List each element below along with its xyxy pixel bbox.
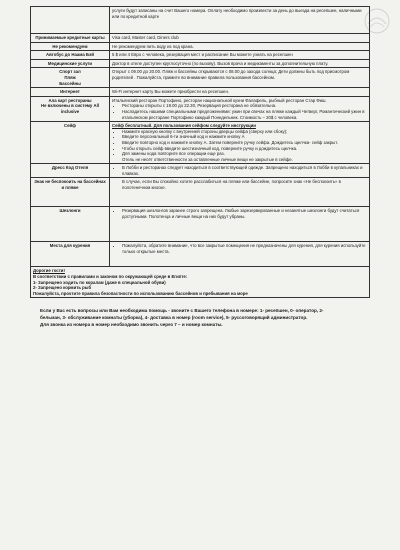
row-text: Открыт с 09.00 до 20.00. Пляж и бассейны открываются с 08.00 до захода солнца; Дети должны быть под присмотром родителей . Пожалуйста, примите во внимание правила пользования бассейном. bbox=[110, 68, 370, 88]
table-row bbox=[31, 34, 370, 43]
table-row bbox=[31, 88, 370, 97]
table-row bbox=[31, 178, 370, 207]
table-row bbox=[31, 51, 370, 60]
payment-note: услуги будут записаны на счет Вашего номера. Оплату необходимо произвести за день до выезда на ресепшен, наличными или по кредитной карте bbox=[110, 7, 370, 34]
list-item: • Введите повторно код и нажмите кнопку А. Затем поверните ручку сейфа. Дождитесь щелчка- сейф закрыт. bbox=[122, 140, 367, 146]
row-label: Не рекомендуем bbox=[31, 42, 110, 51]
safe-instructions bbox=[112, 129, 367, 157]
table-row bbox=[31, 59, 370, 68]
dress-code-list bbox=[112, 165, 367, 176]
row-label: Интернет bbox=[31, 88, 110, 97]
row-text: Доктор в отеле доступен круглосуточно (по вызову). Вызов врача и медикаменты за дополнительную плату. bbox=[110, 59, 370, 68]
row-label: Автобус до Наама Бэй bbox=[31, 51, 110, 60]
list-item: • Рестораны открыты с 19.00 до 22.30, Резервация ресторана не обязательна. bbox=[122, 103, 367, 109]
row-label: Места для курения bbox=[31, 242, 110, 267]
row-label: Шезлонги bbox=[31, 207, 110, 242]
list-item: • В Лобби и ресторанах следует находиться в соответствующей одежде. Запрещено находиться в Лобби в купальниках и плавках. bbox=[122, 165, 367, 176]
footer-item: 1- Запрещено ходить по коралам (даже в специальной обуви) bbox=[33, 279, 166, 285]
footer-intro: В соответствии с правилами и законом по окружающей среде в Египте: bbox=[33, 274, 188, 280]
row-label: Медицинские услуги bbox=[31, 59, 110, 68]
phone-codes: Если у Вас есть вопросы или Вам необходима помощь - звоните с Вашего телефона в номере: 1- ресепшен, 0- оператор, 2- бельман, 3- обслуживание комнаты (уборка), 4- доставка в номер (room service), 5- руссоговорящий администратор. bbox=[40, 308, 324, 321]
table-row bbox=[31, 7, 370, 34]
safe-note: Отель не несёт ответственности за оставленные личные вещи не закрытые в сейфе. bbox=[122, 156, 293, 162]
table-row bbox=[31, 164, 370, 178]
row-label: Ала карт рестораны Не включены в систему All inclusive bbox=[31, 96, 110, 121]
table-row bbox=[31, 96, 370, 121]
sunbeds-list bbox=[112, 208, 367, 219]
list-item: • Пожалуйста, обратите внимание, что все закрытые помещения не предназначены для курения, для курения используйте только открытые места. bbox=[122, 243, 367, 254]
restaurants-intro: Итальянский ресторан Портофино, ресторан национальной кухни Фалафель, рыбный ресторан Стар Фиш. bbox=[112, 97, 327, 103]
phone-instructions bbox=[40, 308, 340, 328]
safe-cell bbox=[110, 122, 370, 164]
restaurants-list bbox=[112, 103, 367, 120]
row-label: Сейф bbox=[31, 122, 110, 164]
empty-label-cell bbox=[31, 7, 110, 34]
row-text: 5 $ или 4 Евро с человека, резервация мест и расписание Вы можете узнать на ресепшен bbox=[110, 51, 370, 60]
row-label: Дресс Код Отеля bbox=[31, 164, 110, 178]
table-row bbox=[31, 267, 370, 298]
row-text: Не рекомендуем пить воду из под крана. bbox=[110, 42, 370, 51]
safe-title: Сейф бесплатный. Для пользования сейфом следуйте инструкции bbox=[112, 123, 256, 129]
row-text: Wi-Fi интернет карту Вы можете приобрести на ресепшен. bbox=[110, 88, 370, 97]
footer-heading: Дорогие гости! bbox=[33, 268, 65, 274]
table-row bbox=[31, 122, 370, 164]
restaurants-cell bbox=[110, 96, 370, 121]
row-label: Знак не беспокоить на бассейнах и пляже bbox=[31, 178, 110, 207]
rules-footer bbox=[31, 267, 370, 298]
list-item: • Чтобы открыть сейф введите шестизначный код, поверните ручку и дождитесь щелчка. bbox=[122, 146, 367, 152]
list-item: • Нажмите красную кнопку с внутренней стороны дверцы сейфа (сверху или сбоку); bbox=[122, 129, 367, 135]
smoking-cell bbox=[110, 242, 370, 267]
room-to-room: Для звонка из номера в номер необходимо звонить через 7 – и номер комнаты. bbox=[40, 321, 223, 327]
list-item: • Для замены кода повторите все операции еще раз. bbox=[122, 151, 367, 157]
table-row bbox=[31, 68, 370, 88]
row-text: В случае, если Вы спокойно хотите расслабиться на пляже или бассейне, попросите знак «Не беспокоить» в полотенечном киоске. bbox=[110, 178, 370, 207]
smoking-list bbox=[112, 243, 367, 254]
table-row bbox=[31, 207, 370, 242]
list-item: • Резервация шезлонгов заранее строго запрещена. Любые зарезервированные и незанятые шезлонги будут считаться доступными. Полотенца и личные вещи на них будут убраны. bbox=[122, 208, 367, 219]
row-text: Visa card, Master card, Diners club bbox=[110, 34, 370, 43]
hotel-info-table bbox=[30, 6, 370, 298]
table-row bbox=[31, 42, 370, 51]
sunbeds-cell bbox=[110, 207, 370, 242]
list-item: • Насладитесь нашими специальными предложениями: ужин при свечах на пляже каждый Четверг, Романтический ужин в итальянском ресторане Портофино каждый Понедельник. Стоимость – 20$ с человека. bbox=[122, 109, 367, 120]
hotel-info-sheet bbox=[30, 6, 370, 328]
list-item: • Введите персональный 6-ти значный код и нажмите кнопку А bbox=[122, 134, 367, 140]
table-row bbox=[31, 242, 370, 267]
row-label: Принимаемые кредитные карты bbox=[31, 34, 110, 43]
dress-code-cell bbox=[110, 164, 370, 178]
row-label: Спорт зал Пляж Бассейны bbox=[31, 68, 110, 88]
footer-item: 2- Запрещено кормить рыб bbox=[33, 285, 92, 291]
footer-closing: Пожалуйста, прочтите правила безопастности по использованию бассейнов и пребывания на море bbox=[33, 290, 248, 296]
